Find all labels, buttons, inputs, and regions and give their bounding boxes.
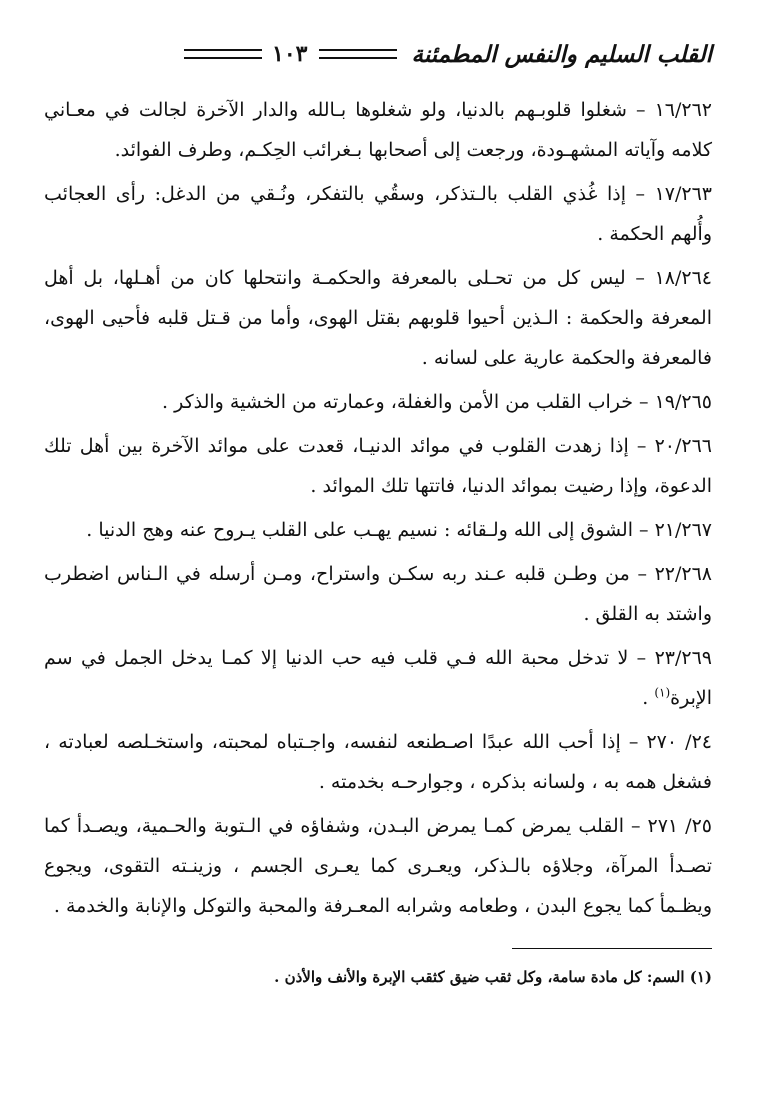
entry-268 [44,554,712,634]
entry-269 [44,638,712,718]
footnote: (١) السم: كل مادة سامة، وكل ثقب ضيق كثقب الإبرة والأنف والأذن . [274,968,712,986]
entry-text: ٢١/٢٦٧ – الشوق إلى الله ولـقائه : نسيم يهـب على القلب يـروح عنه وهج الدنيا . [86,519,712,541]
book-page [44,28,712,1068]
entry-264 [44,258,712,378]
entry-262 [44,90,712,170]
running-title: القلب السليم والنفس المطمئنة [411,40,712,68]
entry-270 [44,722,712,802]
entry-text: ١٧/٢٦٣ – إذا غُذي القلب بالـتذكر، وسقُي بالتفكر، ونُـقي من الدغل: رأى العجائب وأُلهم الحكمة . [44,183,712,245]
entry-271 [44,806,712,926]
entry-266 [44,426,712,506]
entry-text: ٢٣/٢٦٩ – لا تدخل محبة الله فـي قلب فيه حب الدنيا إلا كمـا يدخل الجمل في سم الإبرة [44,647,712,709]
entry-text: ١٨/٢٦٤ – ليس كل من تحـلى بالمعرفة والحكمـة وانتحلها كان من أهـلها، بل أهل المعرفة والحكمة : الـذين أحيوا قلوبهم بقتل الهوى، وأما من قـتل قلبه فأحيى الهوى، فالمعرفة والحكمة عارية على لسانه . [44,267,712,369]
entry-text: ٢٤/ ٢٧٠ – إذا أحب الله عبدًا اصـطنعه لنفسه، واجـتباه لمحبته، واستخـلصه لعبادته ، فشغل همه به ، ولسانه بذكره ، وجوارحـه بخدمته . [44,731,712,793]
entry-text: ١٩/٢٦٥ – خراب القلب من الأمن والغفلة، وعمارته من الخشية والذكر . [162,391,712,413]
footnote-separator [512,948,712,949]
entry-text: ٢٥/ ٢٧١ – القلب يمرض كمـا يمرض البـدن، وشفاؤه في الـتوبة والحـمية، ويصـدأ كما تصـدأ المرآة، وجلاؤه بالـذكر، ويعـرى كما يعـرى الجسم ، وزينـته التقوى، ويجوع ويظـمأ كما يجوع البدن ، وطعامه وشرابه المعـرفة والمحبة والتوكل والإنابة والخدمة . [44,815,712,917]
entry-text: ٢٢/٢٦٨ – من وطـن قلبه عـند ربه سكـن واستراح، ومـن أرسله في الـناس اضطرب واشتد به القلق . [44,563,712,625]
header-ornament-rule [319,49,397,59]
page-number: ١٠٣ [272,41,308,67]
footnote-reference[interactable]: (١) [654,685,671,700]
entry-265 [44,382,712,422]
header-ornament-rule [184,49,262,59]
entry-text-tail: . [642,687,655,709]
entry-267 [44,510,712,550]
entries-list [44,90,712,926]
entry-263 [44,174,712,254]
entry-text: ٢٠/٢٦٦ – إذا زهدت القلوب في موائد الدنيـا، قعدت على موائد الآخرة بين أهل تلك الدعوة، وإذا رضيت بموائد الدنيا، فاتتها تلك الموائد . [44,435,712,497]
entry-text: ١٦/٢٦٢ – شغلوا قلوبـهم بالدنيا، ولو شغلوها بـالله والدار الآخرة لجالت في معـاني كلامه وآياته المشهـودة، ورجعت إلى أصحابها بـغرائب الحِكـم، وطرف الفوائد. [44,99,712,161]
running-header [44,28,712,80]
